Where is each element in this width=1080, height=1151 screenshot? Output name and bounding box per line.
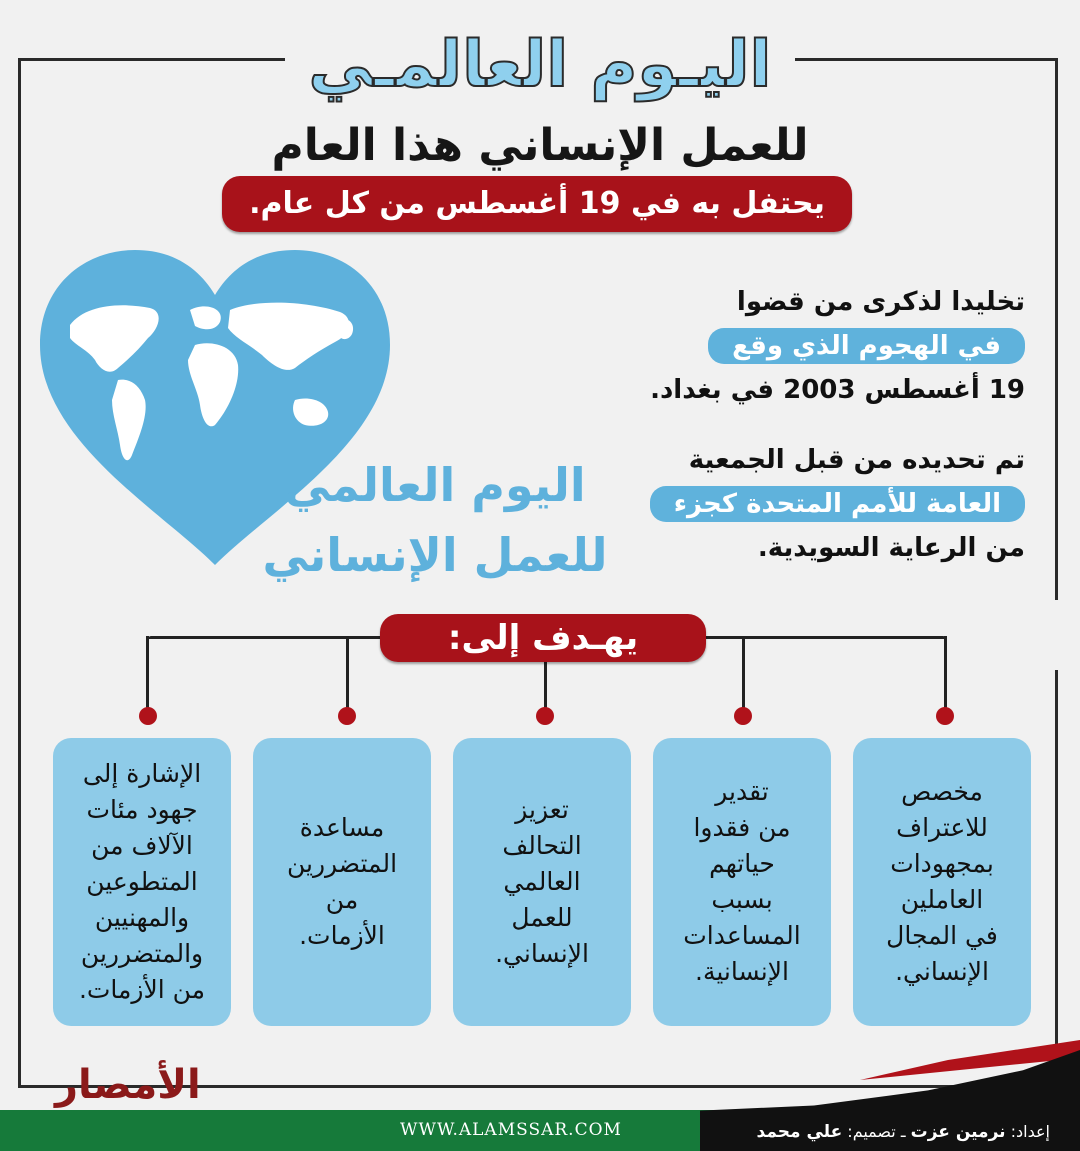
- connector-dot: [139, 707, 157, 725]
- goal-card-4: [253, 738, 431, 1026]
- connector-4: [742, 636, 745, 712]
- goal-card-1: [853, 738, 1031, 1026]
- info-p2-highlight: العامة للأمم المتحدة كجزء: [650, 486, 1025, 522]
- goal-card-text: تقدير من فقدوا حياتهم بسبب المساعدات الإنسانية.: [683, 777, 801, 986]
- page-title: اليـوم العالمـي: [308, 28, 772, 102]
- connector-dot: [338, 707, 356, 725]
- brand-logo: الأمصار: [55, 1062, 201, 1108]
- goal-card-2: [653, 738, 831, 1026]
- goal-card-text: تعزيز التحالف العالمي للعمل الإنساني.: [495, 795, 589, 968]
- goal-card-text: الإشارة إلى جهود مئات الآلاف من المتطوعين والمهنيين والمتضررين من الأزمات.: [78, 759, 206, 1004]
- heart-globe-icon: [40, 250, 390, 570]
- connector-dot: [734, 707, 752, 725]
- logo-line-1: اليوم العالمي: [284, 458, 586, 512]
- info-p1-line3: 19 أغسطس 2003 في بغداد.: [650, 375, 1025, 405]
- goal-card-5: [53, 738, 231, 1026]
- connector-2: [346, 636, 349, 712]
- info-p2-line3: من الرعاية السويدية.: [757, 533, 1025, 563]
- connector-right: [944, 636, 947, 712]
- info-paragraph-2: [605, 438, 1025, 570]
- website-link[interactable]: WWW.ALAMSSAR.COM: [400, 1120, 622, 1140]
- goal-card-text: مخصص للاعتراف بمجهودات العاملين في المجال الإنساني.: [886, 777, 998, 986]
- prep-name: نرمين عزت: [910, 1122, 1006, 1142]
- connector-dot: [536, 707, 554, 725]
- goal-card-3: [453, 738, 631, 1026]
- date-pill: يحتفل به في 19 أغسطس من كل عام.: [222, 176, 852, 232]
- info-paragraph-1: [605, 280, 1025, 412]
- info-p1-line1: تخليدا لذكرى من قضوا: [736, 287, 1025, 317]
- info-p1-highlight: في الهجوم الذي وقع: [708, 328, 1025, 364]
- credits: [757, 1122, 1050, 1142]
- connector-dot: [936, 707, 954, 725]
- info-p2-line1: تم تحديده من قبل الجمعية: [688, 445, 1025, 475]
- design-label: تصميم:: [847, 1122, 896, 1141]
- connector-left: [146, 636, 149, 712]
- design-name: علي محمد: [756, 1122, 843, 1142]
- goals-heading: يهـدف إلى:: [380, 614, 706, 662]
- goal-card-text: مساعدة المتضررين من الأزمات.: [286, 813, 398, 950]
- page-subtitle: للعمل الإنساني هذا العام: [271, 120, 809, 171]
- logo-line-2: للعمل الإنساني: [262, 528, 608, 582]
- prep-label: إعداد:: [1010, 1122, 1050, 1141]
- credits-separator: ـ: [900, 1122, 906, 1141]
